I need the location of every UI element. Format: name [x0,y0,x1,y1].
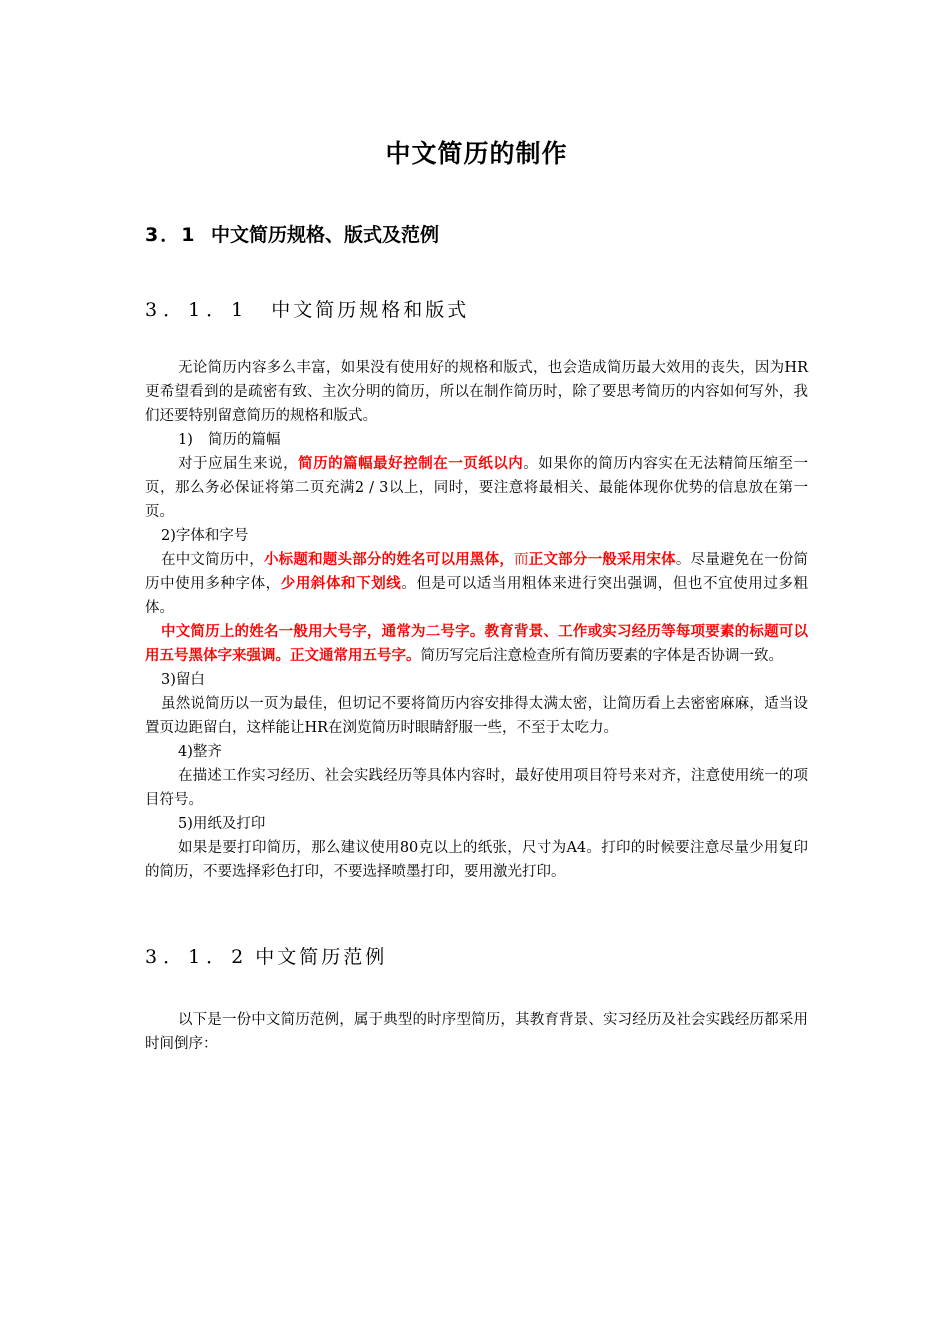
item-1-paragraph: 对于应届生来说，简历的篇幅最好控制在一页纸以内。如果你的简历内容实在无法精简压缩至一页，那么务必保证将第二页充满2 / 3以上，同时，要注意将最相关、最能体现你优势的信息放在第一页。 [145,456,809,520]
example-intro-paragraph: 以下是一份中文简历范例，属于典型的时序型简历，其教育背景、实习经历及社会实践经历都采用时间倒序： [145,1012,808,1052]
subsection-2-title: 中文简历范例 [255,946,388,968]
item-4-paragraph: 在描述工作实习经历、社会实践经历等具体内容时，最好使用项目符号来对齐，注意使用统一的项目符号。 [145,768,808,808]
item-4-label: 4)整齐 [178,744,222,760]
item-2-emphasis-3: 少用斜体和下划线 [280,576,402,592]
section-title: 中文简历规格、版式及范例 [211,224,440,246]
item-2-paragraph: 在中文简历中，小标题和题头部分的姓名可以用黑体，而正文部分一般采用宋体。尽量避免在一份简历中使用多种字体，少用斜体和下划线。但是可以适当用粗体来进行突出强调，但也不宜使用过多粗体。 [145,552,809,616]
subsection-2-number: 3．1．2 [145,946,250,968]
item-3-label: 3)留白 [161,672,205,688]
section-number: 3．1 [145,224,197,246]
subsection-2-body [145,1008,808,1056]
item-1-label: 1) 简历的篇幅 [178,432,281,448]
page-title: 中文简历的制作 [385,139,568,168]
item-5-label: 5)用纸及打印 [178,816,266,832]
item-2-paragraph-2: 中文简历上的姓名一般用大号字，通常为二号字。教育背景、工作或实习经历等每项要素的标题可以用五号黑体字来强调。正文通常用五号字。简历写完后注意检查所有简历要素的字体是否协调一致。 [145,624,808,664]
item-2-label: 2)字体和字号 [161,528,249,544]
subsection-1-title: 中文简历规格和版式 [271,299,470,321]
section-heading [145,220,439,247]
item-5-paragraph: 如果是要打印简历，那么建议使用80克以上的纸张，尺寸为A4。打印的时候要注意尽量少用复印的简历，不要选择彩色打印，不要选择喷墨打印，要用激光打印。 [145,840,808,880]
item-1-emphasis: 简历的篇幅最好控制在一页纸以内 [298,456,524,472]
item-2-emphasis-4: 中文简历上的姓名一般用大号字，通常为二号字。教育背景、工作或实习经历等每项要素的标题可以用五号黑体字来强调。正文通常用五号字。 [145,624,808,664]
subsection-1-number: 3．1．1 [145,299,250,321]
item-2-emphasis-2: 正文部分一般采用宋体 [528,552,676,568]
subsection-heading-1 [145,295,469,322]
item-2-emphasis-1: 小标题和题头部分的姓名可以用黑体， [263,552,515,568]
intro-paragraph: 无论简历内容多么丰富，如果没有使用好的规格和版式，也会造成简历最大效用的丧失，因为HR更希望看到的是疏密有致、主次分明的简历，所以在制作简历时，除了要思考简历的内容如何写外，我们还要特别留意简历的规格和版式。 [145,360,808,424]
subsection-heading-2 [145,942,387,969]
item-3-paragraph: 虽然说简历以一页为最佳，但切记不要将简历内容安排得太满太密，让简历看上去密密麻麻，适当设置页边距留白，这样能让HR在浏览简历时眼睛舒服一些，不至于太吃力。 [145,696,808,736]
subsection-1-body [145,356,808,884]
